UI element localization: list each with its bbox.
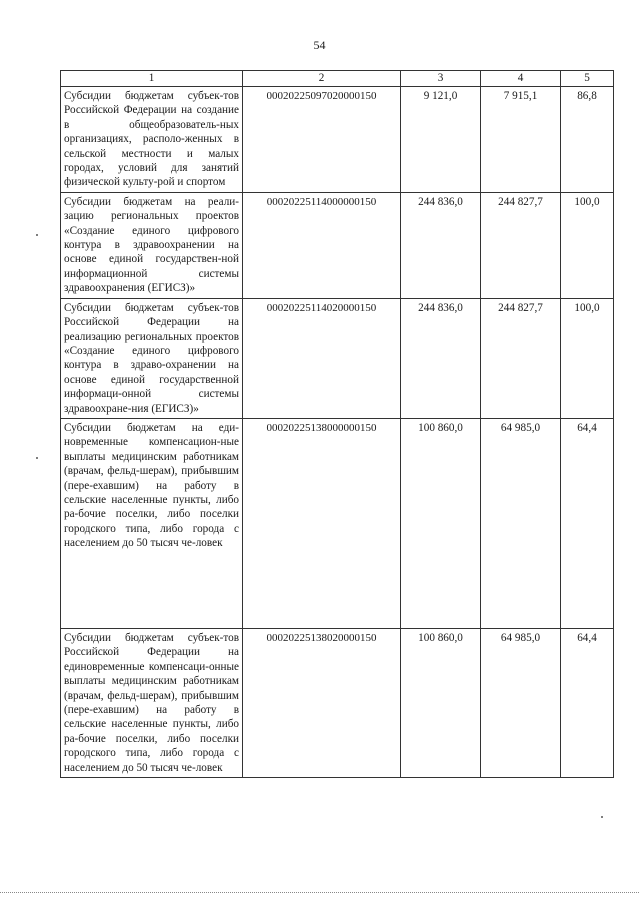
row-code: 00020225114000000150 xyxy=(243,192,401,298)
row-code: 00020225097020000150 xyxy=(243,87,401,193)
row-planned: 100 860,0 xyxy=(401,628,481,777)
header-row xyxy=(61,71,614,87)
row-percent: 100,0 xyxy=(561,298,614,418)
row-planned: 100 860,0 xyxy=(401,418,481,628)
row-name: Субсидии бюджетам на реали-зацию региональных проектов «Создание единого цифрового контура в здравоохранении на основе единой государствен-ной информационной системы здравоохранения (ЕГИСЗ)» xyxy=(61,192,243,298)
header-col-3: 3 xyxy=(401,71,481,87)
row-code: 00020225138020000150 xyxy=(243,628,401,777)
table-row xyxy=(61,298,614,418)
row-name: Субсидии бюджетам субъек-тов Российской Федерации на реализацию региональных проектов «Создание единого цифрового контура в здраво-охранении на основе единой государственной информаци-онной системы здравоохране-ния (ЕГИСЗ)» xyxy=(61,298,243,418)
page-number: 54 xyxy=(313,38,326,52)
header-col-5: 5 xyxy=(561,71,614,87)
scan-speck xyxy=(36,457,38,459)
scan-speck xyxy=(36,234,38,236)
table-row xyxy=(61,192,614,298)
row-planned: 244 836,0 xyxy=(401,192,481,298)
row-code: 00020225114020000150 xyxy=(243,298,401,418)
row-executed: 64 985,0 xyxy=(481,628,561,777)
table-row xyxy=(61,418,614,628)
row-executed: 244 827,7 xyxy=(481,298,561,418)
table-row xyxy=(61,87,614,193)
row-percent: 86,8 xyxy=(561,87,614,193)
header-col-4: 4 xyxy=(481,71,561,87)
row-executed: 7 915,1 xyxy=(481,87,561,193)
row-code: 00020225138000000150 xyxy=(243,418,401,628)
budget-table xyxy=(60,70,614,778)
row-percent: 64,4 xyxy=(561,628,614,777)
row-planned: 244 836,0 xyxy=(401,298,481,418)
row-planned: 9 121,0 xyxy=(401,87,481,193)
table-row xyxy=(61,628,614,777)
row-executed: 244 827,7 xyxy=(481,192,561,298)
header-col-1: 1 xyxy=(61,71,243,87)
row-name: Субсидии бюджетам субъек-тов Российской Федерации на единовременные компенсаци-онные выплаты медицинским работникам (врачам, фельд-шерам), прибывшим (пере-ехавшим) на работу в сельские населенные пункты, либо ра-бочие поселки, либо поселки городского типа, либо города с населением до 50 тысяч че-ловек xyxy=(61,628,243,777)
scan-speck xyxy=(601,816,603,818)
row-executed: 64 985,0 xyxy=(481,418,561,628)
row-name: Субсидии бюджетам на еди-новременные компенсацион-ные выплаты медицинским работникам (врачам, фельд-шерам), прибывшим (пере-ехавшим) на работу в сельские населенные пункты, либо ра-бочие поселки, либо поселки городского типа, либо города с населением до 50 тысяч че-ловек xyxy=(61,418,243,628)
scan-edge-line xyxy=(0,892,639,893)
row-percent: 64,4 xyxy=(561,418,614,628)
header-col-2: 2 xyxy=(243,71,401,87)
row-name: Субсидии бюджетам субъек-тов Российской Федерации на создание в общеобразователь-ных организациях, располо-женных в сельской местности и малых городах, условий для занятий физической культу-рой и спортом xyxy=(61,87,243,193)
row-percent: 100,0 xyxy=(561,192,614,298)
